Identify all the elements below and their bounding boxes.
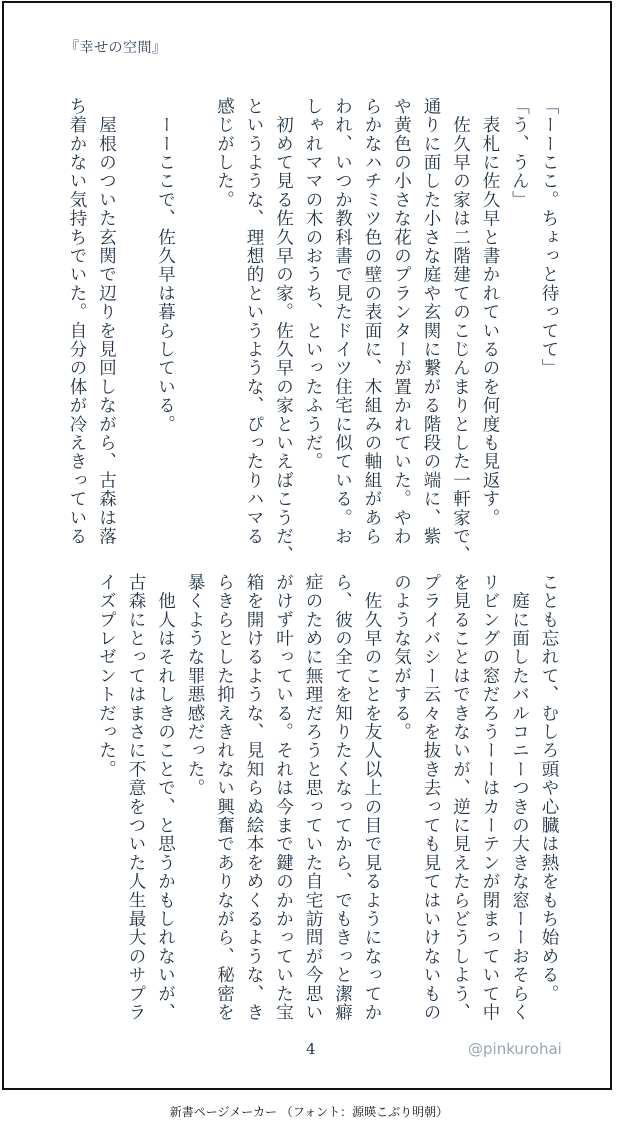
text-line: ち着かない気持ちでいた。自分の体が冷えきっている — [67, 97, 87, 546]
text-line: 屋根のついた玄関で辺りを見回しながら、古森は落 — [96, 97, 117, 546]
blank-line — [180, 97, 210, 532]
text-line: 「ーーここ。ちょっと待ってて」 — [539, 97, 559, 378]
text-line: 表札に佐久早と書かれているのを何度も見返す。 — [480, 97, 500, 528]
text-line: ーーここで、佐久早は暮らしている。 — [155, 97, 176, 434]
text-line: 庭に面したバルコニーつきの大きな窓ーーおそらく — [509, 573, 530, 1022]
text-line: 箱を開けるような、見知らぬ絵本をめくるような、き — [244, 573, 264, 1022]
author-handle: @pinkurohai — [468, 1040, 562, 1058]
upper-text-block — [56, 97, 563, 565]
text-line: プライバシー云々を抜き去っても見てはいけないもの — [421, 573, 441, 1022]
lower-text-block — [56, 573, 563, 1022]
text-line: 暴くような罪悪感だった。 — [185, 573, 205, 798]
text-line: 症のために無理だろうと思っていた自宅訪問が今思い — [303, 573, 323, 1022]
blank-line — [121, 97, 151, 532]
book-page — [2, 1, 612, 1090]
text-line: 古森にとってはまさに不意をついた人生最大のサプラ — [126, 573, 146, 1022]
text-line: のような気がする。 — [391, 573, 412, 742]
text-line: ら、彼の全てを知りたくなってから、でもきっと潔癖 — [332, 573, 353, 1022]
text-line: 佐久早の家は二階建てのこじんまりとした一軒家で、 — [450, 97, 471, 565]
page-number: 4 — [306, 1040, 316, 1058]
text-line: らかなハチミツ色の壁の表面に、木組みの軸組があら — [362, 97, 382, 546]
text-line: を見ることはできないが、逆に見えたらどうしよう、 — [450, 573, 471, 1022]
text-line: 佐久早のことを友人以上の目で見るようになってか — [362, 573, 382, 1022]
text-line: 通りに面した小さな庭や玄関に繋がる階段の端に、紫 — [421, 97, 441, 546]
text-line: しゃれママの木のおうち、といったふうだ。 — [303, 97, 323, 471]
text-line: らきらとした抑えきれない興奮でありながら、秘密を — [214, 573, 235, 1022]
book-title: 『幸せの空間』 — [65, 40, 167, 56]
text-line: というような、理想的というような、ぴったりハマる — [244, 97, 264, 546]
footer-credit: 新書ページメーカー （フォント：源暎こぶり明朝） — [169, 1105, 449, 1119]
text-line: や黄色の小さな花のプランターが置かれていた。やわ — [391, 97, 412, 546]
text-line: 感じがした。 — [214, 97, 235, 210]
text-line: ことも忘れて、むしろ頭や心臓は熱をもち始める。 — [539, 573, 559, 1004]
text-line: がけず叶っている。それは今まで鍵のかかっていた宝 — [273, 573, 294, 1022]
text-line: リビングの窓だろうーーはカーテンが閉まっていて中 — [480, 573, 500, 1022]
text-line: 他人はそれしきのことで、と思うかもしれないが、 — [155, 573, 176, 1022]
text-line: 「う、うん」 — [509, 97, 530, 210]
text-line: イズプレゼントだった。 — [96, 573, 117, 779]
text-line: 初めて見る佐久早の家。佐久早の家といえばこうだ、 — [273, 97, 294, 565]
text-line: われ、いつか教科書で見たドイツ住宅に似ている。お — [332, 97, 353, 546]
